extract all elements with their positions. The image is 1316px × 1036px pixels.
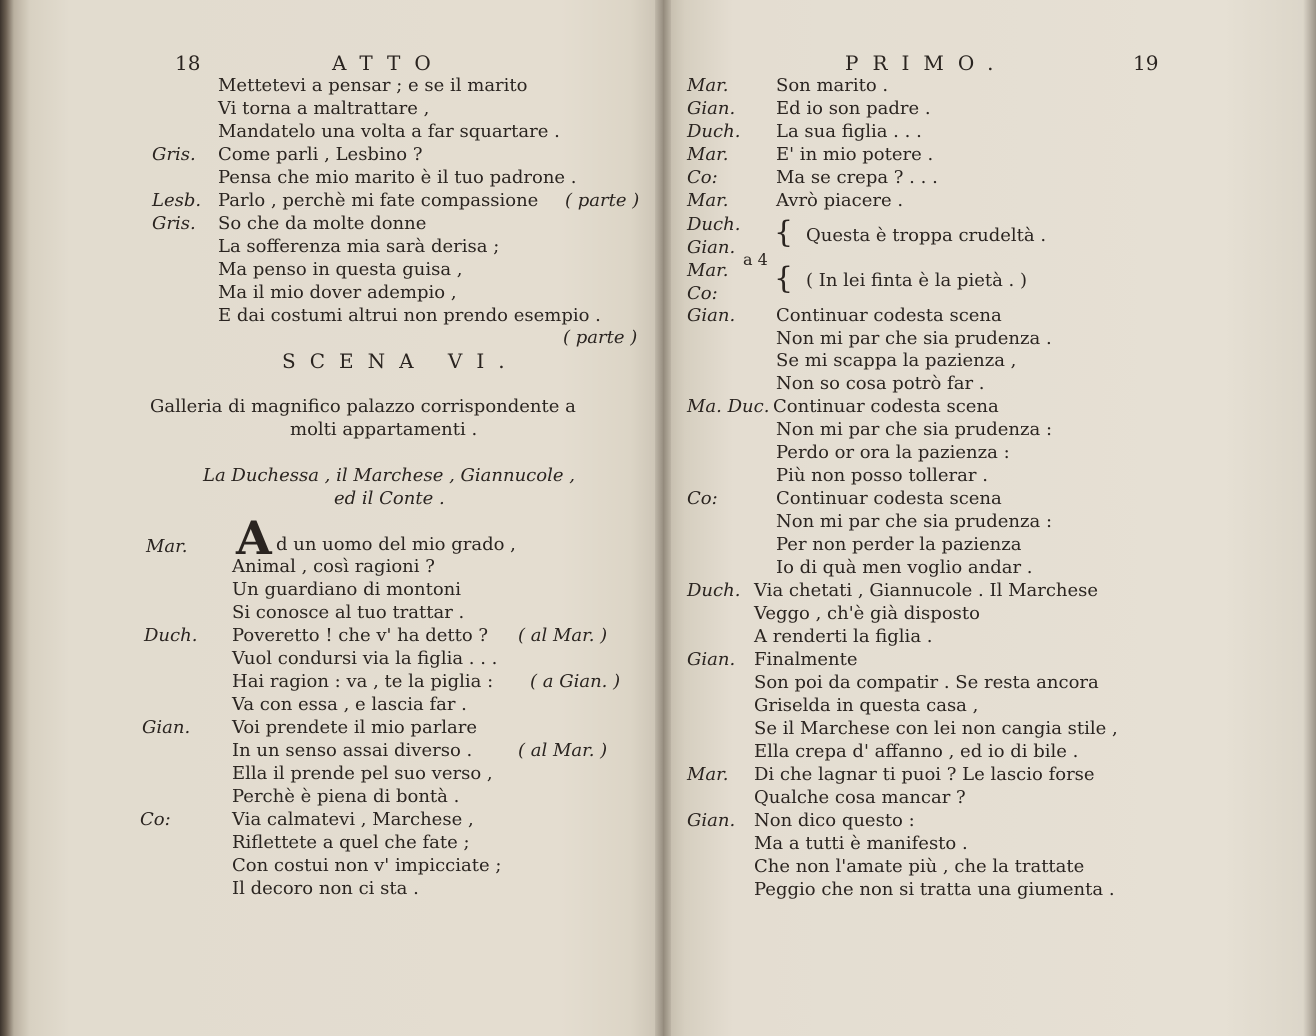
verse-line: Ella crepa d' affanno , ed io di bile . [754,741,1079,762]
ensemble-marker: a 4 [743,250,768,269]
verse-line: Peggio che non si tratta una giumenta . [754,879,1115,900]
speaker-label: Co: [687,488,718,509]
speaker-label: Gian. [687,237,736,258]
verse-line: Voi prendete il mio parlare [232,717,478,738]
verse-line: Continuar codesta scena [776,488,1002,509]
verse-line: Griselda in questa casa , [754,695,979,716]
verse-line: Son poi da compatir . Se resta ancora [754,672,1099,693]
stage-direction: ( a Gian. ) [530,671,621,692]
verse-line: Animal , così ragioni ? [232,556,435,577]
setting-line: molti appartamenti . [290,419,478,440]
characters-line: La Duchessa , il Marchese , Giannucole , [203,465,575,486]
speaker-label: Gris. [152,213,196,234]
verse-line: Un guardiano di montoni [232,579,462,600]
speaker-label: Co: [687,167,718,188]
verse-line: Più non posso tollerar . [776,465,988,486]
verse-line: Il decoro non ci sta . [232,878,419,899]
verse-line: Son marito . [776,75,889,96]
verse-line: Pensa che mio marito è il tuo padrone . [218,167,577,188]
right-page [663,0,1316,1036]
speaker-label: Gris. [152,144,196,165]
speaker-label: Gian. [142,717,191,738]
book-gutter [655,0,671,1036]
speaker-label: Mar. [687,764,729,785]
speaker-label: Lesb. [152,190,202,211]
verse-line: Via calmatevi , Marchese , [232,809,474,830]
speaker-label: Gian. [687,98,736,119]
speaker-label: Duch. [144,625,198,646]
speaker-label: Mar. [687,190,729,211]
speaker-label: Duch. [687,214,741,235]
page-number: 19 [1133,51,1159,75]
verse-line: Riflettete a quel che fate ; [232,832,470,853]
verse-line: Va con essa , e lascia far . [232,694,467,715]
setting-line: Galleria di magnifico palazzo corrispondente a [150,396,576,417]
verse-line: Mettetevi a pensar ; e se il marito [218,75,528,96]
speaker-label: Gian. [687,305,736,326]
running-head: PRIMO. [845,51,1008,75]
running-head: ATTO [332,51,445,75]
verse-line: Se mi scappa la pazienza , [776,350,1017,371]
verse-line: Questa è troppa crudeltà . [806,225,1047,246]
speaker-label: Mar. [687,260,729,281]
verse-line: Ma penso in questa guisa , [218,259,463,280]
speaker-label: Mar. [687,144,729,165]
verse-line: Perchè è piena di bontà . [232,786,460,807]
verse-line: Avrò piacere . [776,190,904,211]
speaker-label: Gian. [687,810,736,831]
verse-line: Via chetati , Giannucole . Il Marchese [754,580,1099,601]
verse-line: La sofferenza mia sarà derisa ; [218,236,500,257]
speaker-label: Ma. Duc. [687,396,770,417]
speaker-label: Duch. [687,121,741,142]
speaker-label: Co: [140,809,171,830]
drop-cap: A [236,511,272,565]
verse-line: Poveretto ! che v' ha detto ? [232,625,489,646]
speaker-label: Co: [687,283,718,304]
speaker-label: Gian. [687,649,736,670]
characters-line: ed il Conte . [334,488,445,509]
verse-line: La sua figlia . . . [776,121,922,142]
verse-line: So che da molte donne [218,213,427,234]
verse-line: Ella il prende pel suo verso , [232,763,493,784]
speaker-label: Duch. [687,580,741,601]
verse-line: Qualche cosa mancar ? [754,787,966,808]
stage-direction: ( parte ) [565,190,640,211]
verse-line: Che non l'amate più , che la trattate [754,856,1085,877]
verse-line: E dai costumi altrui non prendo esempio . [218,305,601,326]
verse-line: Non so cosa potrò far . [776,373,985,394]
verse-line: Continuar codesta scena [773,396,999,417]
verse-line: Come parli , Lesbino ? [218,144,423,165]
verse-line: Non mi par che sia prudenza : [776,511,1053,532]
verse-line: Se il Marchese con lei non cangia stile , [754,718,1118,739]
verse-line: Ma se crepa ? . . . [776,167,938,188]
verse-line: Veggo , ch'è già disposto [754,603,980,624]
verse-line: In un senso assai diverso . [232,740,473,761]
verse-line: Non dico questo : [754,810,915,831]
verse-line: ( In lei finta è la pietà . ) [806,270,1028,291]
verse-line: Mandatelo una volta a far squartare . [218,121,560,142]
page-number: 18 [175,51,201,75]
verse-line: Hai ragion : va , te la piglia : [232,671,494,692]
verse-line: E' in mio potere . [776,144,934,165]
stage-direction: ( parte ) [563,327,638,348]
scene-heading: SCENA VI. [282,349,519,373]
verse-line: Perdo or ora la pazienza : [776,442,1010,463]
verse-line: Ma il mio dover adempio , [218,282,457,303]
verse-line: Continuar codesta scena [776,305,1002,326]
verse-line: Io di quà men voglio andar . [776,557,1033,578]
verse-line: Di che lagnar ti puoi ? Le lascio forse [754,764,1095,785]
brace-icon: { [774,215,794,250]
verse-line: Non mi par che sia prudenza . [776,328,1052,349]
verse-line: Ma a tutti è manifesto . [754,833,968,854]
speaker-label: Mar. [146,536,188,557]
verse-line: Finalmente [754,649,858,670]
verse-line: Parlo , perchè mi fate compassione [218,190,539,211]
stage-direction: ( al Mar. ) [518,625,608,646]
brace-icon: { [774,261,794,296]
verse-line: Non mi par che sia prudenza : [776,419,1053,440]
verse-line: Vuol condursi via la figlia . . . [232,648,498,669]
verse-line: Con costui non v' impicciate ; [232,855,502,876]
verse-line: Ed io son padre . [776,98,931,119]
verse-line: Si conosce al tuo trattar . [232,602,465,623]
speaker-label: Mar. [687,75,729,96]
verse-line: Vi torna a maltrattare , [218,98,430,119]
verse-line: Per non perder la pazienza [776,534,1022,555]
stage-direction: ( al Mar. ) [518,740,608,761]
verse-line: A renderti la figlia . [754,626,933,647]
verse-line: d un uomo del mio grado , [276,534,516,555]
